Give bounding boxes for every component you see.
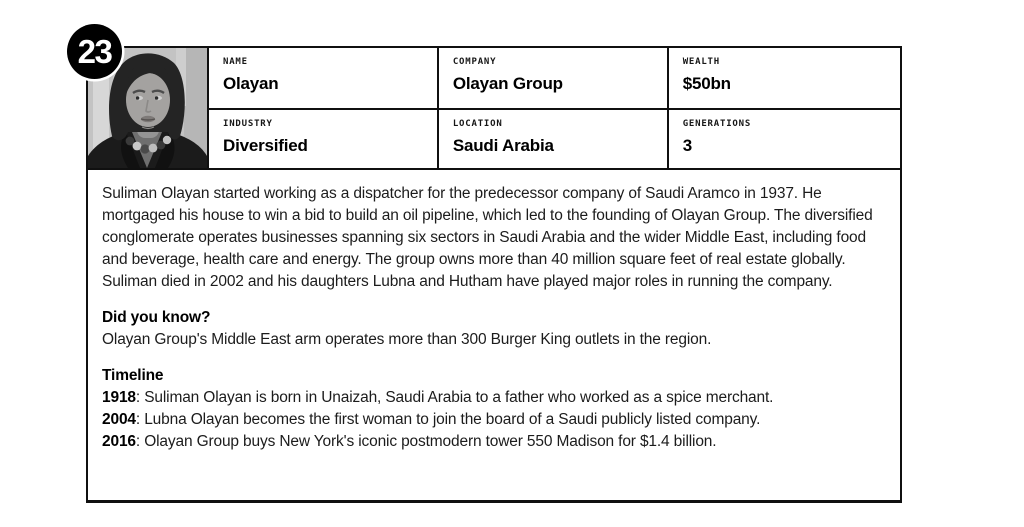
- field-name-value: Olayan: [223, 74, 279, 93]
- timeline-event-text: : Lubna Olayan becomes the first woman to join the board of a Saudi publicly listed company.: [135, 411, 761, 428]
- did-you-know-section: [102, 307, 886, 351]
- field-location-value: Saudi Arabia: [452, 136, 554, 155]
- rank-badge: 23: [67, 24, 122, 79]
- timeline-event-year: 2016: [102, 433, 136, 450]
- profile-header: [88, 48, 900, 170]
- field-name-label: NAME: [223, 57, 248, 67]
- field-industry: [207, 108, 437, 168]
- field-wealth: [667, 48, 900, 108]
- field-location: [437, 108, 667, 168]
- field-industry-label: INDUSTRY: [223, 119, 273, 129]
- timeline-event: [102, 409, 886, 431]
- profile-table: [207, 48, 900, 168]
- field-industry-value: Diversified: [223, 136, 308, 155]
- did-you-know-heading: Did you know?: [102, 309, 211, 326]
- timeline-heading: Timeline: [102, 367, 164, 384]
- timeline-event: [102, 431, 886, 453]
- field-wealth-label: WEALTH: [682, 57, 720, 67]
- timeline-section: [102, 365, 886, 453]
- field-location-label: LOCATION: [452, 119, 503, 129]
- field-generations: [667, 108, 900, 168]
- did-you-know-text: Olayan Group's Middle East arm operates more than 300 Burger King outlets in the region.: [102, 331, 712, 348]
- field-name: [207, 48, 437, 108]
- timeline-event-text: : Suliman Olayan is born in Unaizah, Saudi Arabia to a father who worked as a spice merchant.: [135, 389, 774, 406]
- field-company-label: COMPANY: [452, 57, 497, 67]
- field-company: [437, 48, 667, 108]
- profile-description: [88, 170, 900, 453]
- field-wealth-value: $50bn: [682, 74, 731, 93]
- profile-card: [77, 32, 902, 503]
- timeline-event-year: 2004: [102, 411, 136, 428]
- bio-paragraph: Suliman Olayan started working as a dispatcher for the predecessor company of Saudi Aramco in 1937. He mortgaged his house to win a bid to build an oil pipeline, which led to the founding of Olayan Group. The diversified conglomerate operates businesses spanning six sectors in Saudi Arabia and the wider Middle East, including food and beverage, health care and energy. The group owns more than 40 million square feet of real estate globally. Suliman died in 2002 and his daughters Lubna and Hutham have played major roles in running the company.: [102, 185, 873, 290]
- timeline-event-text: : Olayan Group buys New York's iconic postmodern tower 550 Madison for $1.4 billion.: [135, 433, 717, 450]
- field-generations-label: GENERATIONS: [682, 119, 752, 129]
- field-generations-value: 3: [682, 136, 692, 155]
- field-company-value: Olayan Group: [452, 74, 563, 93]
- timeline-event: [102, 387, 886, 409]
- timeline-event-year: 1918: [102, 389, 136, 406]
